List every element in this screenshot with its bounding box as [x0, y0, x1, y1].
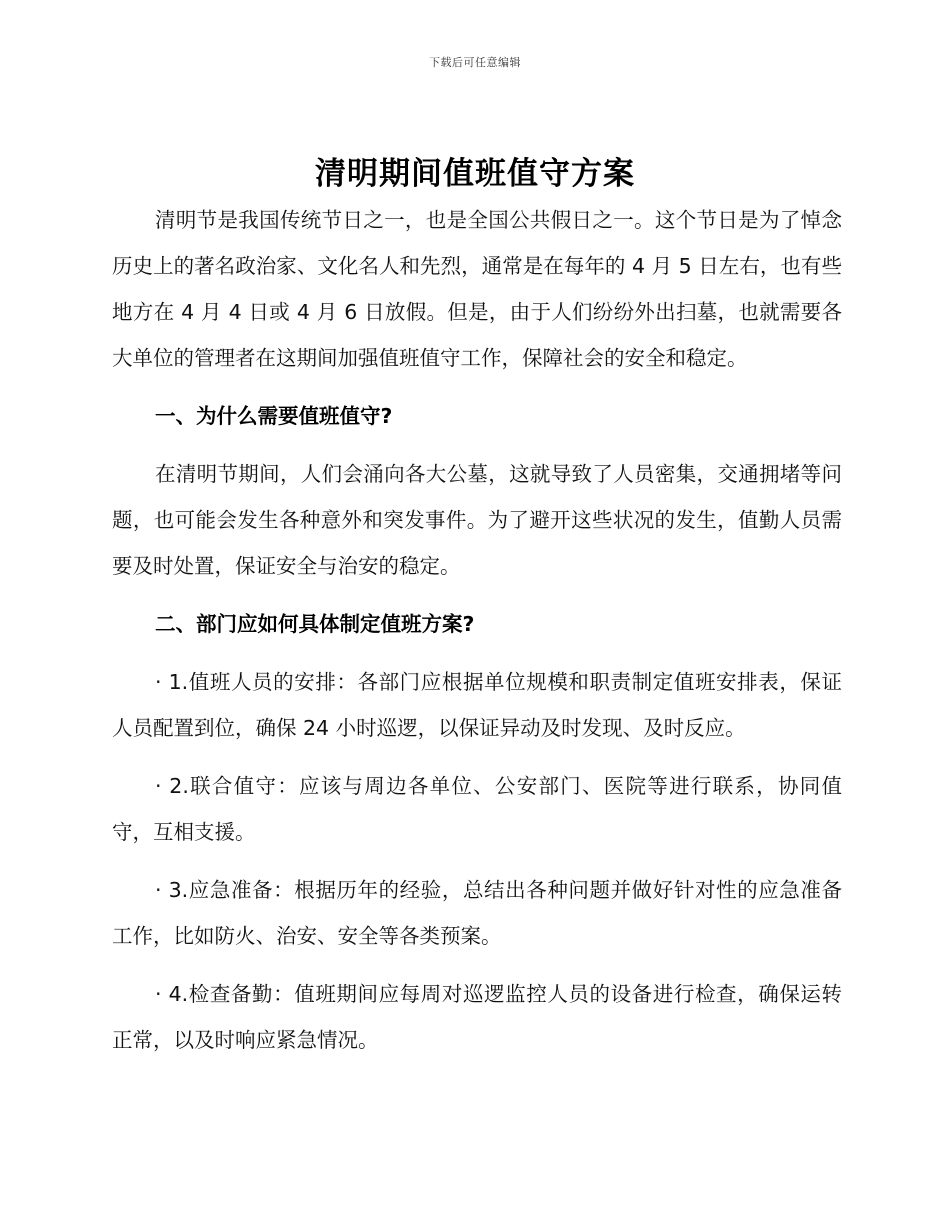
list-item: · 1.值班人员的安排：各部门应根据单位规模和职责制定值班安排表，保证人员配置到位，确保 24 小时巡逻，以保证异动及时发现、及时反应。 — [112, 670, 842, 740]
list-item: · 4.检查备勤：值班期间应每周对巡逻监控人员的设备进行检查，确保运转正常，以及时响应紧急情况。 — [112, 982, 842, 1052]
section-2-heading: 二、部门应如何具体制定值班方案? — [155, 612, 475, 636]
document-body — [112, 197, 842, 1063]
list-item: · 3.应急准备：根据历年的经验，总结出各种问题并做好针对性的应急准备工作，比如防火、治安、安全等各类预案。 — [112, 878, 842, 948]
list-item: · 2.联合值守：应该与周边各单位、公安部门、医院等进行联系，协同值守，互相支援。 — [112, 774, 842, 844]
header-note: 下载后可任意编辑 — [429, 56, 521, 69]
section-1-paragraph: 在清明节期间，人们会涌向各大公墓，这就导致了人员密集，交通拥堵等问题，也可能会发生各种意外和突发事件。为了避开这些状况的发生，值勤人员需要及时处置，保证安全与治安的稳定。 — [112, 462, 842, 578]
intro-paragraph: 清明节是我国传统节日之一，也是全国公共假日之一。这个节日是为了悼念历史上的著名政治家、文化名人和先烈，通常是在每年的 4 月 5 日左右，也有些地方在 4 月 4 日或 4 月 6 日放假。但是，由于人们纷纷外出扫墓，也就需要各大单位的管理者在这期间加强值班值守工作，保障社会的安全和稳定。 — [112, 208, 842, 370]
section-1-heading: 一、为什么需要值班值守? — [155, 404, 393, 428]
page-title: 清明期间值班值守方案 — [315, 156, 635, 192]
